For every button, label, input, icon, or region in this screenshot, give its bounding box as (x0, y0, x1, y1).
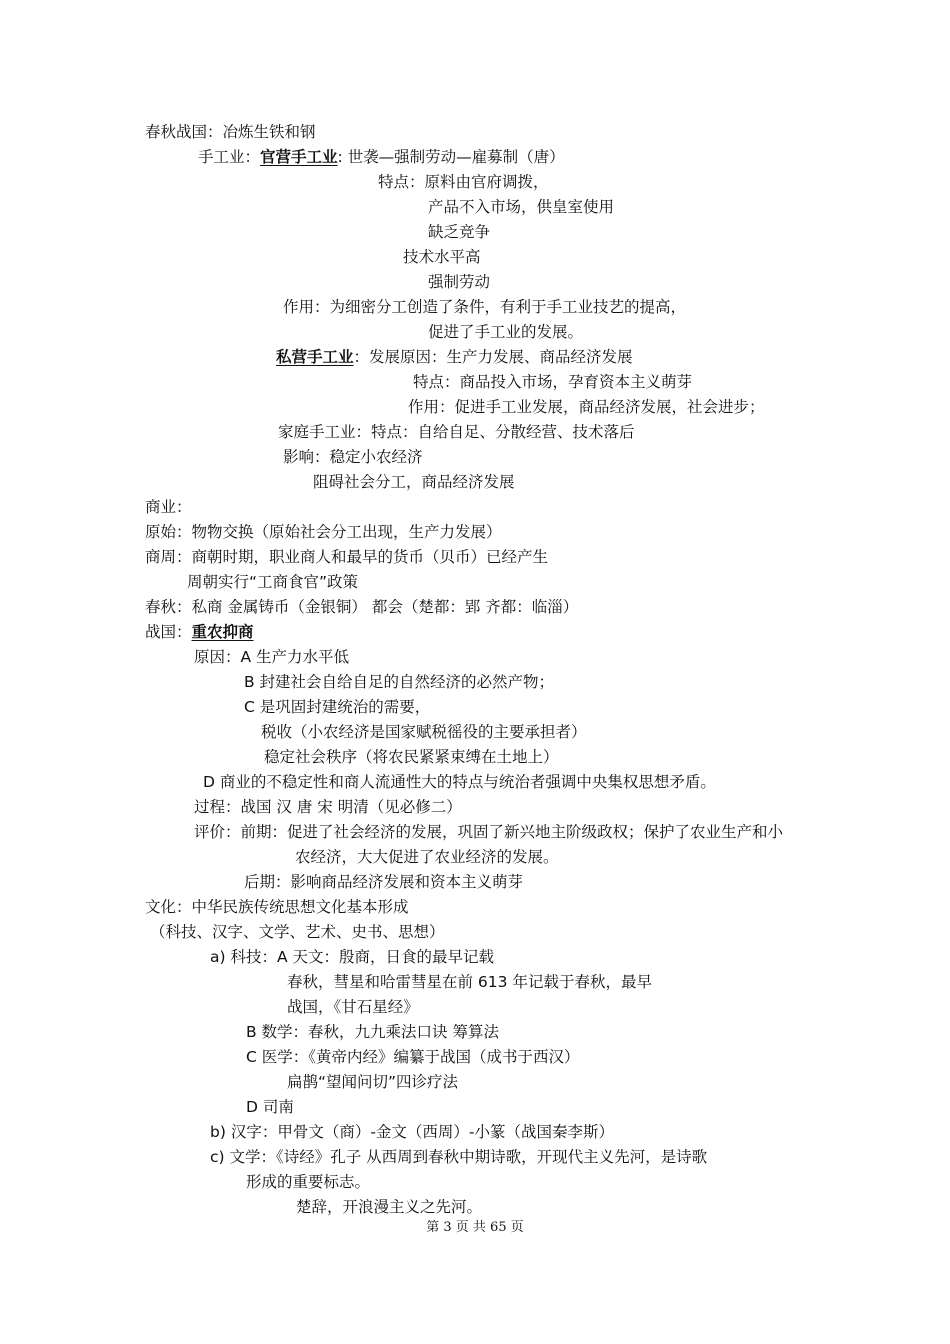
line-text: 商业： (145, 498, 192, 516)
text-line (295, 847, 559, 867)
text-line (145, 597, 578, 617)
line-text: c) 文学：《诗经》孔子 从西周到春秋中期诗歌，开现代主义先河，是诗歌 (210, 1148, 708, 1166)
text-line (145, 547, 548, 567)
line-text: : 世袭—强制劳动—雇募制（唐） (337, 148, 565, 166)
text-line (403, 247, 481, 267)
line-text: 特点：原料由官府调拨， (378, 173, 549, 191)
text-line (145, 122, 316, 142)
line-text: 春秋，彗星和哈雷彗星在前 613 年记载于春秋，最早 (287, 973, 652, 991)
text-line (246, 1097, 294, 1117)
line-text: 手工业： (198, 148, 261, 166)
line-text: 后期：影响商品经济发展和资本主义萌芽 (244, 873, 524, 891)
text-line (244, 672, 554, 692)
line-text: 周朝实行“工商食官”政策 (187, 573, 359, 591)
line-text: a) 科技：A 天文：殷商，日食的最早记载 (210, 948, 495, 966)
line-text: 促进了手工业的发展。 (428, 323, 584, 341)
line-text: 商周：商朝时期，职业商人和最早的货币（贝币）已经产生 (145, 548, 549, 566)
text-line (150, 922, 445, 942)
line-text: 作用：为细密分工创造了条件，有利于手工业技艺的提高， (283, 298, 687, 316)
line-text: 原因：A 生产力水平低 (194, 648, 350, 666)
text-line (313, 472, 515, 492)
text-line (194, 797, 462, 817)
text-line (145, 897, 409, 917)
line-text: b) 汉字：甲骨文（商）-金文（西周）-小篆（战国秦李斯） (210, 1123, 615, 1141)
line-text: 形成的重要标志。 (246, 1173, 371, 1191)
line-text: 春秋战国：冶炼生铁和钢 (145, 123, 316, 141)
text-line (287, 997, 419, 1017)
line-text: 农经济，大大促进了农业经济的发展。 (295, 848, 559, 866)
line-text: ：发展原因：生产力发展、商品经济发展 (353, 348, 633, 366)
line-text: D 司南 (246, 1098, 294, 1116)
text-line (264, 747, 559, 767)
text-line (428, 322, 583, 342)
text-line (413, 372, 692, 392)
line-text: C 是巩固封建统治的需要， (244, 698, 431, 716)
text-line (296, 1197, 482, 1217)
line-text: B 数学：春秋，九九乘法口诀 筹算法 (246, 1023, 499, 1041)
text-line (210, 947, 494, 967)
text-line (145, 522, 502, 542)
text-line (145, 622, 254, 642)
line-text: 战国，《甘石星经》 (287, 998, 419, 1016)
text-line (210, 1147, 707, 1167)
line-text: 过程：战国 汉 唐 宋 明清（见必修二） (194, 798, 462, 816)
line-text: 税收（小农经济是国家赋税徭役的主要承担者） (261, 723, 587, 741)
text-line (198, 147, 565, 167)
line-text: （科技、汉字、文学、艺术、史书、思想） (150, 923, 445, 941)
text-line (283, 297, 686, 317)
line-text: 产品不入市场，供皇室使用 (428, 198, 615, 216)
text-line (203, 772, 716, 792)
text-line (261, 722, 587, 742)
text-line (187, 572, 358, 592)
line-text: 技术水平高 (403, 248, 481, 266)
line-text: 战国： (145, 623, 192, 641)
text-line (145, 497, 192, 517)
text-line (210, 1122, 614, 1142)
text-line (244, 697, 430, 717)
line-text: 作用：促进手工业发展，商品经济发展，社会进步； (408, 398, 765, 416)
underlined-heading: 重农抑商 (191, 623, 254, 641)
text-line (278, 422, 635, 442)
text-line (408, 397, 765, 417)
line-text: 稳定社会秩序（将农民紧紧束缚在土地上） (264, 748, 559, 766)
text-line (428, 197, 614, 217)
text-line (246, 1022, 499, 1042)
underlined-heading: 官营手工业 (260, 148, 338, 166)
text-line (244, 872, 523, 892)
line-text: B 封建社会自给自足的自然经济的必然产物； (244, 673, 555, 691)
text-line (428, 222, 490, 242)
line-text: C 医学：《黄帝内经》编纂于战国（成书于西汉） (246, 1048, 580, 1066)
line-text: 特点：商品投入市场，孕育资本主义萌芽 (413, 373, 693, 391)
line-text: 强制劳动 (428, 273, 491, 291)
line-text: 影响：稳定小农经济 (283, 448, 423, 466)
text-line (378, 172, 549, 192)
line-text: 文化：中华民族传统思想文化基本形成 (145, 898, 409, 916)
text-line (287, 972, 652, 992)
text-line (283, 447, 423, 467)
text-line (246, 1047, 580, 1067)
text-line (287, 1072, 458, 1092)
text-line (194, 822, 783, 842)
text-line (428, 272, 490, 292)
line-text: D 商业的不稳定性和商人流通性大的特点与统治者强调中央集权思想矛盾。 (203, 773, 716, 791)
underlined-heading: 私营手工业 (276, 348, 354, 366)
text-line (194, 647, 349, 667)
line-text: 评价：前期：促进了社会经济的发展，巩固了新兴地主阶级政权；保护了农业生产和小 (194, 823, 784, 841)
line-text: 楚辞，开浪漫主义之先河。 (296, 1198, 483, 1216)
line-text: 扁鹊“望闻问切”四诊疗法 (287, 1073, 459, 1091)
text-line (246, 1172, 370, 1192)
text-line (276, 347, 633, 367)
line-text: 原始：物物交换（原始社会分工出现，生产力发展） (145, 523, 502, 541)
line-text: 阻碍社会分工，商品经济发展 (313, 473, 515, 491)
line-text: 春秋：私商 金属铸币（金银铜） 都会（楚都：郢 齐都：临淄） (145, 598, 579, 616)
line-text: 家庭手工业：特点：自给自足、分散经营、技术落后 (278, 423, 635, 441)
line-text: 缺乏竞争 (428, 223, 491, 241)
page-footer: 第 3 页 共 65 页 (426, 1220, 524, 1235)
